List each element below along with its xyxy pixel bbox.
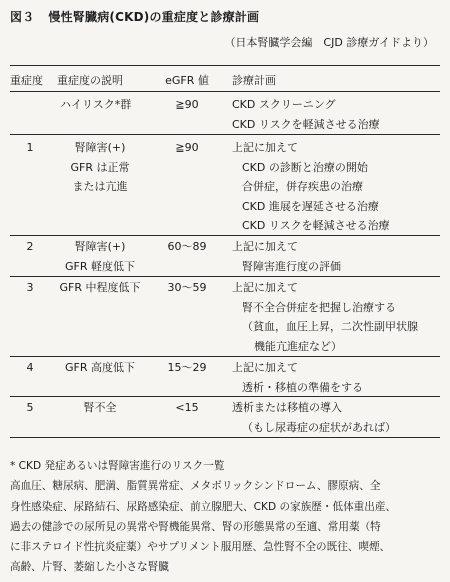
row-stage-3-plan [232,278,418,356]
figure-title [10,8,259,25]
row-stage-5-description [52,398,148,418]
row-divider [10,276,440,277]
plan-line: CKD リスクを軽減させる治療 [242,219,390,232]
figure-number: 図３ [10,10,35,24]
description-line: または亢進 [72,180,128,193]
table-bottom-rule [10,437,440,438]
row-stage-3-stage: 3 [26,281,34,294]
row-high-risk-description [60,95,150,115]
row-stage-4-description [52,358,148,378]
description-line: GFR 軽度低下 [65,259,135,273]
plan-line: 機能亢進症など） [254,339,342,353]
row-stage-3-description [52,278,148,298]
description-line: ハイリスク*群 [60,98,132,111]
description-line: GFR 中程度低下 [59,281,141,294]
plan-line: CKD 進展を遅延させる治療 [242,199,379,213]
row-high-risk-egfr: ≧90 [175,98,199,111]
plan-line: 上記に加えて [232,281,298,294]
row-stage-1-plan [232,138,390,236]
table-top-rule [10,65,440,66]
row-stage-2-description [52,237,148,276]
plan-line: 上記に加えて [232,240,298,253]
plan-line: 合併症，併存疾患の治療 [242,180,363,193]
header-plan: 診療計画 [232,74,276,87]
plan-line: CKD の診断と治療の開始 [242,160,368,174]
row-divider [10,134,440,135]
footnote-line: 身性感染症、尿路結石、尿路感染症、前立腺肥大、CKD の家族歴・低体重出産、 [10,500,397,513]
footnote-line: 高血圧、糖尿病、肥満、脂質異常症、メタボリックシンドローム、膠原病、全 [10,480,381,493]
header-rule [10,91,440,92]
row-stage-5-stage: 5 [26,401,34,414]
plan-line: CKD スクリーニング [232,98,336,111]
plan-line: 透析・移植の準備をする [242,380,363,394]
row-stage-5-egfr: <15 [175,401,199,414]
description-line: 腎障害(+) [74,141,126,154]
row-stage-2-egfr: 60～89 [167,240,207,253]
row-divider [10,396,440,397]
row-stage-4-stage: 4 [26,361,34,374]
description-line: 腎障害(+) [74,240,126,253]
plan-line: （貧血，血圧上昇，二次性副甲状腺 [242,320,418,333]
row-stage-5-plan [232,398,396,437]
header-egfr: eGFR 値 [165,74,209,87]
row-stage-3-egfr: 30～59 [167,281,207,294]
description-line: 腎不全 [83,401,117,414]
header-stage: 重症度 [10,74,43,87]
header-description: 重症度の説明 [57,74,123,87]
footnote-heading: * CKD 発症あるいは腎障害進行のリスク一覧 [10,460,225,472]
figure-title-text: 慢性腎臓病(CKD)の重症度と診療計画 [48,10,260,24]
plan-line: CKD リスクを軽減させる治療 [232,117,380,131]
description-line: GFR 高度低下 [65,361,135,374]
footnote-line: 高齢、片腎、萎縮した小さな腎臓 [10,561,169,574]
plan-line: 腎不全合併症を把握し治療する [242,300,396,314]
row-high-risk-plan [232,95,380,134]
row-stage-4-egfr: 15～29 [167,361,207,374]
plan-line: 腎障害進行度の評価 [242,259,341,273]
row-divider [10,356,440,357]
figure-source: （日本腎臓学会編 CJD 診療ガイドより） [224,36,434,49]
plan-line: 上記に加えて [232,361,298,374]
row-stage-1-egfr: ≧90 [175,141,199,154]
row-stage-1-stage: 1 [26,141,34,154]
plan-line: （もし尿毒症の症状があれば） [242,420,396,434]
footnote-line: 過去の健診での尿所見の異常や腎機能異常、腎の形態異常の至適、常用薬（特 [10,520,381,533]
row-stage-4-plan [232,358,363,397]
row-stage-1-description [52,138,148,197]
description-line: GFR は正常 [70,160,130,174]
footnote-line: に非ステロイド性抗炎症薬）やサプリメント服用歴、急性腎不全の既往、喫煙、 [10,541,391,554]
plan-line: 透析または移植の導入 [232,401,342,414]
row-divider [10,235,440,236]
risk-footnote [10,456,442,578]
plan-line: 上記に加えて [232,141,298,154]
row-stage-2-stage: 2 [26,240,34,253]
row-stage-2-plan [232,237,341,276]
